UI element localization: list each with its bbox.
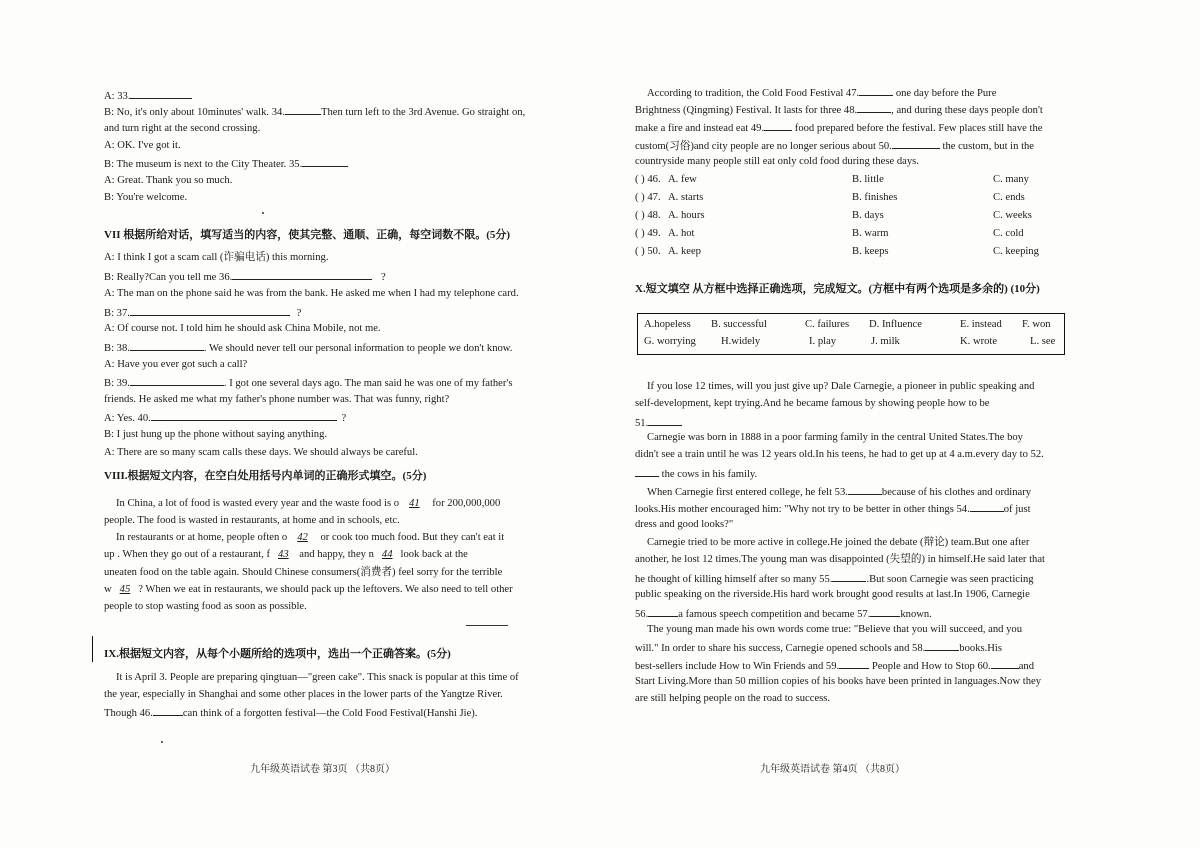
word-bank-box (637, 313, 1065, 355)
word-option: L. see (1030, 336, 1056, 347)
choice-option: B. little (852, 174, 884, 185)
choice-option: A. hot (668, 228, 695, 239)
dialog-line: A: Yes. 40. ? (104, 410, 346, 425)
passage10-line: looks.His mother encouraged him: "Why not try to be better in other things 54. of just (635, 501, 1031, 516)
passage10-line: didn't see a train until he was 12 years old.In his teens, he had to get up at 4 a.m.every day to 52. (635, 449, 1044, 460)
passage8-line: people. The food is wasted in restaurants, at home and in schools, etc. (104, 515, 400, 526)
passage8-line: people to stop wasting food as soon as possible. (104, 601, 307, 612)
passage10-line: When Carnegie first entered college, he felt 53. because of his clothes and ordinary (635, 484, 1031, 499)
choice-number: ( ) 48. (635, 210, 661, 221)
dialog-line: A: There are so many scam calls these days. We should always be careful. (104, 447, 418, 458)
right-page (600, 0, 1200, 848)
word-option: F. won (1022, 319, 1051, 330)
choice-number: ( ) 49. (635, 228, 661, 239)
dialog-line: A: The man on the phone said he was from the bank. He asked me when I had my telephone card. (104, 288, 519, 299)
choice-option: C. many (993, 174, 1029, 185)
passage8-line: In restaurants or at home, people often o 42 or cook too much food. But they can't eat it (116, 532, 505, 543)
choice-option: B. warm (852, 228, 889, 239)
choice-number: ( ) 46. (635, 174, 661, 185)
dialog-line: and turn right at the second crossing. (104, 123, 261, 134)
choice-number: ( ) 50. (635, 246, 661, 257)
choice-option: C. cold (993, 228, 1024, 239)
dialog-line: A: I think I got a scam call (诈骗电话) this morning. (104, 252, 329, 263)
passage9-line: the year, especially in Shanghai and some other places in the lower parts of the Yangtze River. (104, 689, 503, 700)
page-footer: 九年级英语试卷 第3页 （共8页） (250, 764, 395, 775)
word-option: E. instead (960, 319, 1002, 330)
dialog-line: friends. He asked me what my father's phone number was. That was funny, right? (104, 394, 450, 405)
page-footer: 九年级英语试卷 第4页 （共8页） (760, 764, 905, 775)
word-option: A.hopeless (644, 319, 691, 330)
dialog-line: B: 38. . We should never tell our personal information to people we don't know. (104, 340, 512, 355)
choice-option: A. few (668, 174, 697, 185)
choice-number: ( ) 47. (635, 192, 661, 203)
passage10-line: dress and good looks?" (635, 519, 734, 530)
passage9-line: custom(习俗)and city people are no longer serious about 50. the custom, but in the (635, 138, 1034, 153)
dialog-line: B: No, it's only about 10minutes' walk. 34. Then turn left to the 3rd Avenue. Go straight on, (104, 104, 525, 119)
dialog-line: B: 37. ? (104, 305, 301, 320)
choice-option: B. finishes (852, 192, 898, 203)
dialog-line: A: Of course not. I told him he should ask China Mobile, not me. (104, 323, 381, 334)
choice-option: B. days (852, 210, 884, 221)
choice-option: A. hours (668, 210, 705, 221)
section9-heading: IX.根据短文内容，从每个小题所给的选项中，选出一个正确答案。(5分) (104, 648, 451, 660)
word-option: I. play (809, 336, 837, 347)
passage10-line: The young man made his own words come true: "Believe that you will succeed, and you (647, 624, 1023, 635)
choice-option: B. keeps (852, 246, 889, 257)
passage10-line: are still helping people on the road to success. (635, 693, 831, 704)
passage9-line: It is April 3. People are preparing qingtuan—"green cake". This snack is popular at this time of (116, 672, 519, 683)
passage10-line: the cows in his family. (635, 466, 757, 481)
dialog-line: A: 33. (104, 88, 192, 103)
passage9-line: countryside many people still eat only cold food during these days. (635, 156, 919, 167)
word-option: B. successful (711, 319, 767, 330)
section8-heading: VIII.根据短文内容，在空白处用括号内单词的正确形式填空。(5分) (104, 470, 427, 482)
passage10-line: 51. (635, 415, 682, 430)
choice-option: A. starts (668, 192, 704, 203)
passage10-line: public speaking on the riverside.His hard work brought good results at last.In 1906, Carnegie (635, 589, 1030, 600)
passage10-line: If you lose 12 times, will you just give up? Dale Carnegie, a pioneer in public speaking and (647, 381, 1035, 392)
choice-option: A. keep (668, 246, 701, 257)
word-option: C. failures (805, 319, 850, 330)
dialog-line: A: Have you ever got such a call? (104, 359, 248, 370)
choice-option: C. ends (993, 192, 1025, 203)
word-option: G. worrying (644, 336, 696, 347)
passage9-line: make a fire and instead eat 49. food prepared before the festival. Few places still have the (635, 120, 1042, 135)
passage10-line: Carnegie was born in 1888 in a poor farming family in the central United States.The boy (647, 432, 1023, 443)
margin-mark (92, 636, 93, 662)
passage8-line: uneaten food on the table again. Should Chinese consumers(消费者) feel sorry for the terrible (104, 567, 503, 578)
dialog-line: A: OK. I've got it. (104, 140, 181, 151)
passage9-line: Brightness (Qingming) Festival. It lasts for three 48. , and during these days people don't (635, 102, 1043, 117)
word-option: J. milk (871, 336, 900, 347)
passage8-line: In China, a lot of food is wasted every year and the waste food is o 41 for 200,000,000 (116, 498, 501, 509)
passage9-line: According to tradition, the Cold Food Festival 47. one day before the Pure (635, 85, 996, 100)
dialog-line: B: You're welcome. (104, 192, 188, 203)
passage10-line: Carnegie tried to be more active in college.He joined the debate (辩论) team.But one after (647, 537, 1030, 548)
word-option: H.widely (721, 336, 761, 347)
dialog-line: B: 39. . I got one several days ago. The man said he was one of my father's (104, 375, 512, 390)
passage10-line: 56. a famous speech competition and became 57. known. (635, 606, 932, 621)
dialog-line: A: Great. Thank you so much. (104, 175, 233, 186)
dialog-line: B: I just hung up the phone without saying anything. (104, 429, 328, 440)
passage10-line: another, he lost 12 times.The young man was disappointed (失望的) in himself.He said later that (635, 554, 1045, 565)
passage10-line: Start Living.More than 50 million copies of his books have been printed in languages.Now they (635, 676, 1042, 687)
dialog-line: B: The museum is next to the City Theater. 35. (104, 156, 348, 171)
passage8-line: up . When they go out of a restaurant, f 43 and happy, they n 44 look back at the (104, 549, 468, 560)
passage10-line: he thought of killing himself after so many 55. .But soon Carnegie was seen practicing (635, 571, 1034, 586)
section7-heading: VII 根据所给对话，填写适当的内容，使其完整、通顺、正确，每空词数不限。(5分) (104, 229, 511, 241)
word-option: D. Influence (869, 319, 922, 330)
passage8-line: w 45 ? When we eat in restaurants, we should pack up the leftovers. We also need to tell other (104, 584, 513, 595)
section10-heading: X.短文填空 从方框中选择正确选项，完成短文。(方框中有两个选项是多余的) (10分) (635, 283, 1040, 295)
passage9-line: Though 46. can think of a forgotten festival—the Cold Food Festival(Hanshi Jie). (104, 705, 477, 720)
passage10-line: best-sellers include How to Win Friends and 59. People and How to Stop 60. and (635, 658, 1034, 673)
word-option: K. wrote (960, 336, 998, 347)
choice-option: C. keeping (993, 246, 1039, 257)
dialog-line: B: Really?Can you tell me 36. ? (104, 269, 386, 284)
choice-option: C. weeks (993, 210, 1032, 221)
passage10-line: will." In order to share his success, Carnegie opened schools and 58. books.His (635, 640, 1002, 655)
passage10-line: self-development, kept trying.And he became famous by showing people how to be (635, 398, 990, 409)
